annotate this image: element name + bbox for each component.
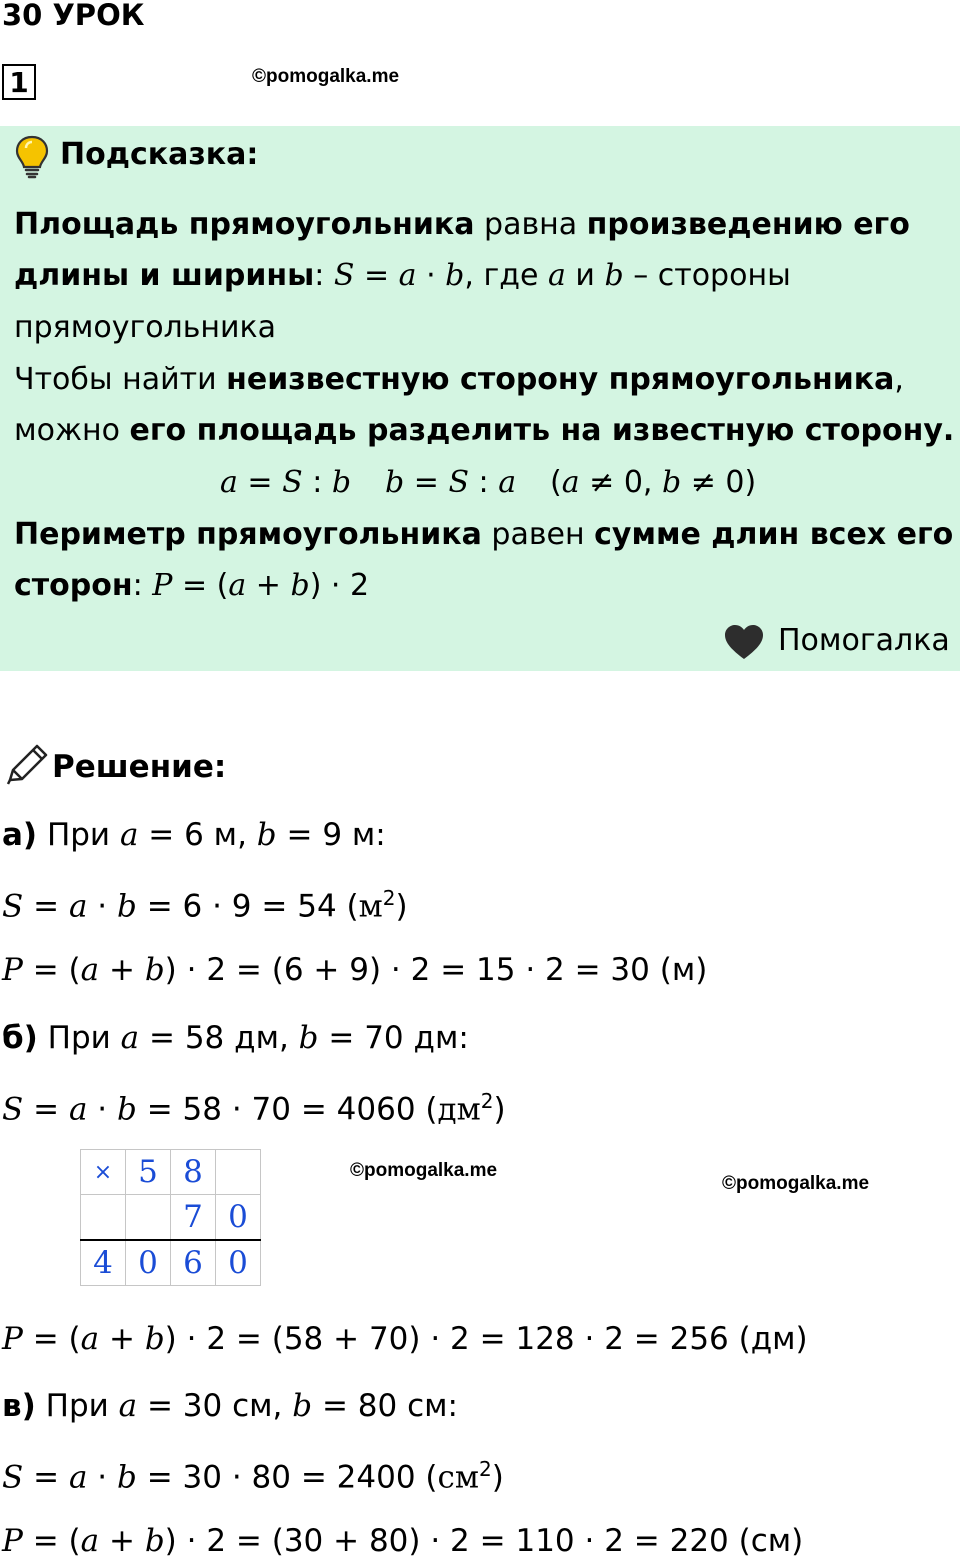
text: = bbox=[237, 465, 283, 500]
unit: м bbox=[358, 888, 383, 925]
term-perimeter: Периметр прямоугольника bbox=[14, 517, 482, 552]
grid-cell: 8 bbox=[171, 1150, 216, 1195]
grid-row bbox=[81, 1240, 261, 1286]
unit-exponent: 2 bbox=[480, 1089, 494, 1113]
unit: см bbox=[437, 1459, 479, 1496]
text: = bbox=[23, 888, 69, 925]
text: = 6 · 9 = 54 ( bbox=[136, 888, 359, 925]
text: = ( bbox=[22, 952, 81, 988]
text: ≠ 0) bbox=[681, 465, 757, 500]
text: · bbox=[87, 888, 117, 925]
text: , bbox=[894, 362, 904, 397]
text: + bbox=[99, 1523, 145, 1559]
text: = bbox=[404, 465, 449, 500]
grid-row bbox=[81, 1195, 261, 1241]
text: = bbox=[23, 1459, 69, 1496]
solution-heading: Решение: bbox=[52, 749, 227, 785]
math-var: S bbox=[2, 1091, 24, 1128]
math-var: a bbox=[68, 888, 88, 925]
formula-condition bbox=[550, 465, 757, 500]
text: = 9 м: bbox=[276, 817, 386, 853]
hint-line-8 bbox=[14, 568, 370, 603]
math-var: P bbox=[2, 1523, 23, 1559]
term-sum: сумме длин всех его bbox=[594, 517, 954, 552]
text: ) bbox=[491, 1459, 504, 1496]
text: : bbox=[132, 568, 153, 603]
pencil-icon bbox=[4, 742, 50, 786]
grid-cell: 0 bbox=[216, 1195, 261, 1241]
math-var: S bbox=[2, 888, 24, 925]
math-var: P bbox=[152, 568, 173, 603]
part-b-perimeter bbox=[2, 1321, 808, 1357]
text: : bbox=[314, 258, 334, 293]
watermark: ©pomogalka.me bbox=[722, 1173, 870, 1194]
math-var: P bbox=[2, 1321, 23, 1357]
term-area: Площадь прямоугольника bbox=[14, 207, 475, 242]
term-unknown-side: неизвестную сторону прямоугольника bbox=[226, 362, 895, 397]
part-a-perimeter bbox=[2, 952, 708, 988]
math-var: a bbox=[398, 258, 417, 293]
hint-line-3: прямоугольника bbox=[14, 310, 277, 345]
lesson-title: 30 УРОК bbox=[2, 0, 145, 32]
math-var: a bbox=[80, 1523, 100, 1559]
math-var: a bbox=[561, 465, 580, 500]
math-var: a bbox=[547, 258, 566, 293]
text: = 30 см, bbox=[137, 1388, 293, 1424]
math-var: a bbox=[120, 1020, 140, 1056]
part-label: б) bbox=[2, 1020, 38, 1056]
grid-cell: 7 bbox=[171, 1195, 216, 1241]
text: = 6 м, bbox=[138, 817, 257, 853]
unit-exponent: 2 bbox=[382, 886, 396, 910]
math-var: b bbox=[116, 888, 137, 925]
math-var: b bbox=[292, 1388, 313, 1424]
grid-cell bbox=[126, 1195, 171, 1241]
text: ≠ 0, bbox=[579, 465, 662, 500]
text: · bbox=[87, 1459, 117, 1496]
math-var: b bbox=[144, 952, 165, 988]
math-var: b bbox=[604, 258, 624, 293]
text: = bbox=[23, 1091, 69, 1128]
text: : bbox=[302, 465, 332, 500]
text: При bbox=[35, 1388, 119, 1424]
math-var: a bbox=[68, 1091, 88, 1128]
part-a-condition bbox=[2, 817, 386, 853]
part-c-perimeter bbox=[2, 1523, 804, 1559]
hint-line-5 bbox=[14, 413, 955, 448]
text: = 30 · 80 = 2400 ( bbox=[136, 1459, 438, 1496]
formula-b bbox=[385, 465, 517, 500]
text: и bbox=[565, 258, 605, 293]
math-var: b bbox=[298, 1020, 319, 1056]
grid-cell bbox=[81, 1195, 126, 1241]
part-b-condition bbox=[2, 1020, 469, 1056]
term-sides: сторон bbox=[14, 568, 133, 603]
formula-a bbox=[220, 465, 352, 500]
watermark: ©pomogalka.me bbox=[350, 1160, 498, 1181]
text: = bbox=[354, 258, 399, 293]
part-a-area bbox=[2, 886, 408, 925]
part-label: в) bbox=[2, 1388, 36, 1424]
math-var: S bbox=[333, 258, 355, 293]
text: можно bbox=[14, 413, 130, 448]
unit: дм bbox=[437, 1091, 481, 1128]
math-var: b bbox=[144, 1321, 165, 1357]
text: · bbox=[87, 1091, 117, 1128]
hint-line-2 bbox=[14, 258, 791, 293]
heart-icon bbox=[722, 622, 766, 662]
hint-heading: Подсказка: bbox=[60, 137, 259, 172]
math-var: a bbox=[80, 1321, 100, 1357]
grid-cell: 0 bbox=[216, 1240, 261, 1286]
text: равен bbox=[481, 517, 595, 552]
math-var: b bbox=[116, 1459, 137, 1496]
text: ) bbox=[395, 888, 408, 925]
part-b-area bbox=[2, 1089, 506, 1128]
text: + bbox=[99, 952, 145, 988]
task-number: 1 bbox=[2, 64, 36, 100]
math-var: b bbox=[116, 1091, 137, 1128]
math-var: a bbox=[119, 817, 139, 853]
math-var: b bbox=[661, 465, 682, 500]
grid-row bbox=[81, 1150, 261, 1195]
text: : bbox=[469, 465, 499, 500]
text: + bbox=[99, 1321, 145, 1357]
text: = 58 дм, bbox=[139, 1020, 299, 1056]
math-var: a bbox=[498, 465, 517, 500]
part-c-area bbox=[2, 1457, 504, 1496]
hint-line-7 bbox=[14, 517, 954, 552]
text: ) · 2 = (6 + 9) · 2 = 15 · 2 = 30 (м) bbox=[164, 952, 708, 988]
text: = ( bbox=[172, 568, 229, 603]
math-var: S bbox=[448, 465, 469, 500]
math-var: a bbox=[80, 952, 100, 988]
text: = ( bbox=[22, 1321, 81, 1357]
math-var: b bbox=[445, 258, 465, 293]
grid-cell: 0 bbox=[126, 1240, 171, 1286]
math-var: a bbox=[118, 1388, 138, 1424]
grid-cell bbox=[216, 1150, 261, 1195]
hint-line-1 bbox=[14, 207, 910, 242]
math-var: S bbox=[2, 1459, 24, 1496]
part-c-condition bbox=[2, 1388, 458, 1424]
math-var: a bbox=[220, 465, 238, 500]
math-var: b bbox=[331, 465, 352, 500]
math-var: b bbox=[144, 1523, 165, 1559]
grid-cell: 4 bbox=[81, 1240, 126, 1286]
part-label: а) bbox=[2, 817, 38, 853]
unit-exponent: 2 bbox=[479, 1457, 492, 1481]
text: = 70 дм: bbox=[318, 1020, 469, 1056]
text: равна bbox=[474, 207, 587, 242]
math-var: b bbox=[256, 817, 277, 853]
multiplication-grid bbox=[80, 1149, 261, 1286]
term-divide: его площадь разделить на известную сторону. bbox=[129, 413, 955, 448]
text: ( bbox=[550, 465, 562, 500]
watermark: ©pomogalka.me bbox=[252, 66, 400, 87]
math-var: a bbox=[68, 1459, 88, 1496]
text: ) · 2 = (30 + 80) · 2 = 110 · 2 = 220 (см) bbox=[164, 1523, 804, 1559]
text: + bbox=[246, 568, 291, 603]
text: = ( bbox=[22, 1523, 81, 1559]
math-var: S bbox=[282, 465, 303, 500]
text: При bbox=[37, 1020, 121, 1056]
math-var: b bbox=[385, 465, 405, 500]
grid-cell: 5 bbox=[126, 1150, 171, 1195]
text: Чтобы найти bbox=[14, 362, 227, 397]
hint-line-4 bbox=[14, 362, 904, 397]
text: ) bbox=[493, 1091, 506, 1128]
grid-cell: × bbox=[81, 1150, 126, 1195]
text: ) · 2 bbox=[309, 568, 370, 603]
math-var: a bbox=[228, 568, 247, 603]
math-var: b bbox=[290, 568, 310, 603]
grid-cell: 6 bbox=[171, 1240, 216, 1286]
text: – стороны bbox=[623, 258, 791, 293]
lightbulb-icon bbox=[14, 134, 50, 180]
text: = 80 см: bbox=[312, 1388, 458, 1424]
math-var: P bbox=[2, 952, 23, 988]
term-length-width: длины и ширины bbox=[14, 258, 315, 293]
brand-label: Помогалка bbox=[778, 623, 950, 658]
text: · bbox=[416, 258, 446, 293]
text: При bbox=[37, 817, 120, 853]
hint-box bbox=[0, 126, 960, 671]
text: = 58 · 70 = 4060 ( bbox=[136, 1091, 438, 1128]
text: , где bbox=[464, 258, 548, 293]
text: ) · 2 = (58 + 70) · 2 = 128 · 2 = 256 (дм) bbox=[164, 1321, 808, 1357]
term-product: произведению его bbox=[586, 207, 910, 242]
